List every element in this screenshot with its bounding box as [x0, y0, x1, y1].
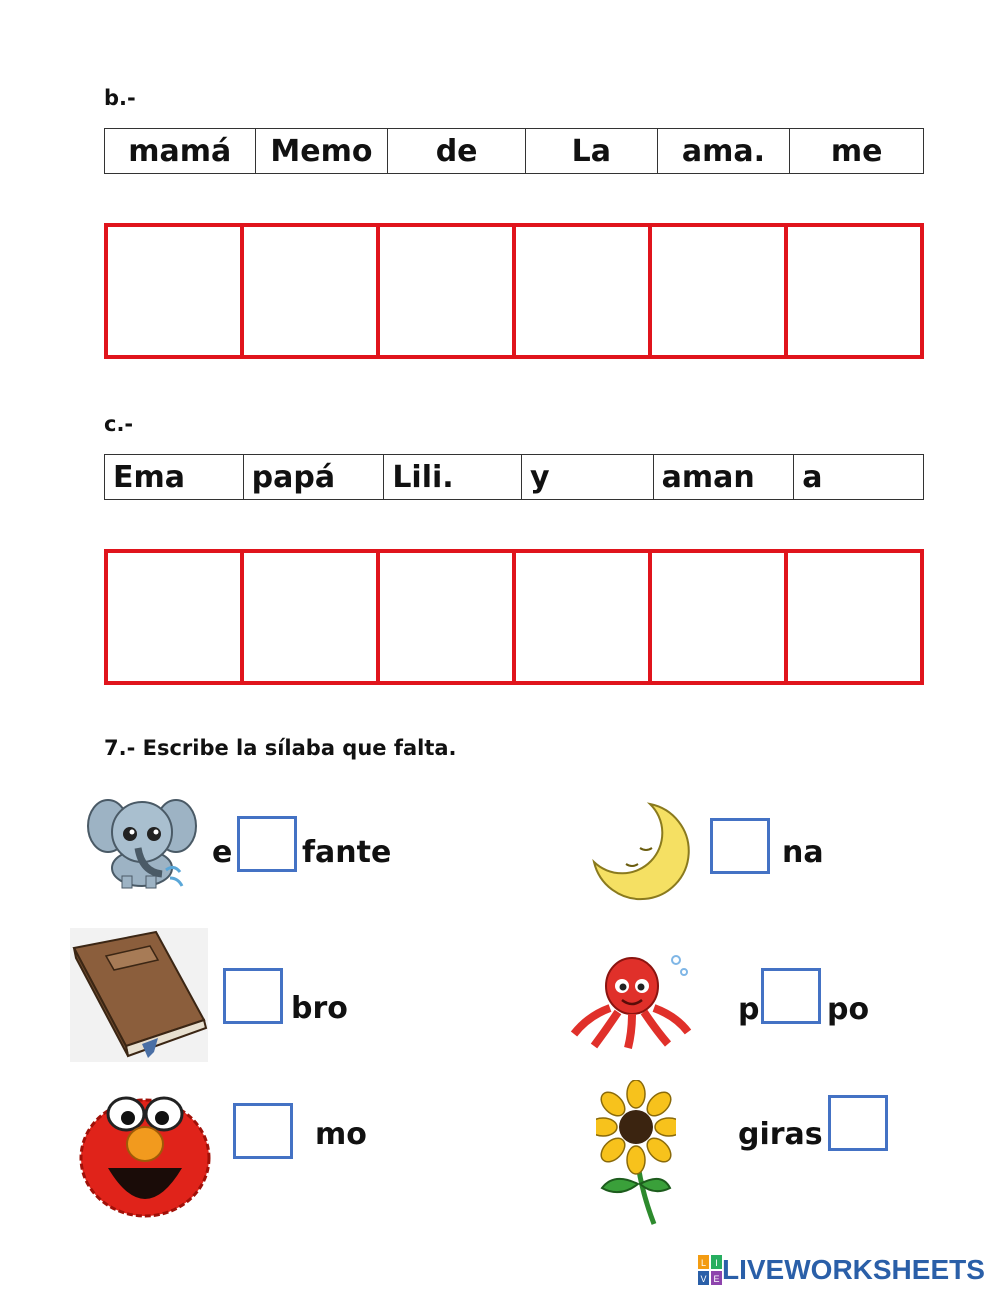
- syllable-input-octopus[interactable]: [761, 968, 821, 1024]
- answer-drop-box[interactable]: [516, 227, 652, 355]
- item-elephant-suffix: fante: [302, 835, 392, 870]
- item-octopus-suffix: po: [827, 992, 870, 1027]
- elephant-icon: [86, 788, 198, 892]
- answer-drop-box[interactable]: [380, 553, 516, 681]
- word-bank-word[interactable]: mamá: [105, 129, 256, 173]
- syllable-input-moon[interactable]: [710, 818, 770, 874]
- answer-drop-box[interactable]: [788, 227, 920, 355]
- answer-drop-box[interactable]: [788, 553, 920, 681]
- word-bank-word[interactable]: a: [802, 459, 823, 495]
- answer-drop-box[interactable]: [380, 227, 516, 355]
- liveworksheets-logo-icon: [698, 1255, 722, 1285]
- syllable-input-sunflower[interactable]: [828, 1095, 888, 1151]
- item-elmo-suffix: mo: [315, 1117, 367, 1152]
- answer-drop-box[interactable]: [652, 553, 788, 681]
- section-c-label: c.-: [104, 412, 134, 436]
- section-b-word-bank: [104, 128, 924, 174]
- word-bank-word[interactable]: Lili.: [384, 455, 522, 499]
- answer-drop-box[interactable]: [516, 553, 652, 681]
- syllable-input-elmo[interactable]: [233, 1103, 293, 1159]
- section-b-label: b.-: [104, 86, 136, 110]
- logo-letter: L: [700, 1258, 707, 1268]
- exercise-7-instruction: 7.- Escribe la sílaba que falta.: [104, 736, 457, 760]
- syllable-input-book[interactable]: [223, 968, 283, 1024]
- answer-drop-box[interactable]: [108, 553, 244, 681]
- item-elephant-prefix: e: [212, 835, 233, 870]
- liveworksheets-logo-text: LIVEWORKSHEETS: [722, 1254, 985, 1285]
- moon-icon: [590, 800, 694, 904]
- liveworksheets-logo: [698, 1254, 985, 1286]
- section-b-answer-row: [104, 223, 924, 359]
- elmo-icon: [78, 1092, 212, 1218]
- item-book-suffix: bro: [291, 991, 348, 1026]
- logo-letter: V: [700, 1274, 707, 1284]
- item-octopus-prefix: p: [738, 992, 760, 1027]
- item-sunflower-prefix: giras: [738, 1117, 823, 1152]
- word-bank-word[interactable]: Memo: [256, 129, 389, 173]
- book-icon: [70, 928, 208, 1062]
- answer-drop-box[interactable]: [652, 227, 788, 355]
- octopus-icon: [568, 950, 696, 1054]
- section-c-word-bank: [104, 454, 924, 500]
- word-bank-word[interactable]: y: [522, 455, 654, 499]
- word-bank-word[interactable]: ama.: [658, 129, 791, 173]
- word-bank-word[interactable]: me: [830, 133, 883, 169]
- word-bank-word[interactable]: aman: [654, 455, 795, 499]
- syllable-input-elephant[interactable]: [237, 816, 297, 872]
- section-c-answer-row: [104, 549, 924, 685]
- answer-drop-box[interactable]: [244, 227, 380, 355]
- word-bank-word[interactable]: La: [526, 129, 658, 173]
- word-bank-word[interactable]: papá: [244, 455, 385, 499]
- word-bank-word[interactable]: Ema: [105, 455, 244, 499]
- item-moon-suffix: na: [782, 835, 824, 870]
- logo-letter: I: [715, 1258, 718, 1268]
- answer-drop-box[interactable]: [244, 553, 380, 681]
- word-bank-word[interactable]: de: [388, 129, 526, 173]
- answer-drop-box[interactable]: [108, 227, 244, 355]
- logo-letter: E: [713, 1274, 720, 1284]
- sunflower-icon: [596, 1080, 676, 1226]
